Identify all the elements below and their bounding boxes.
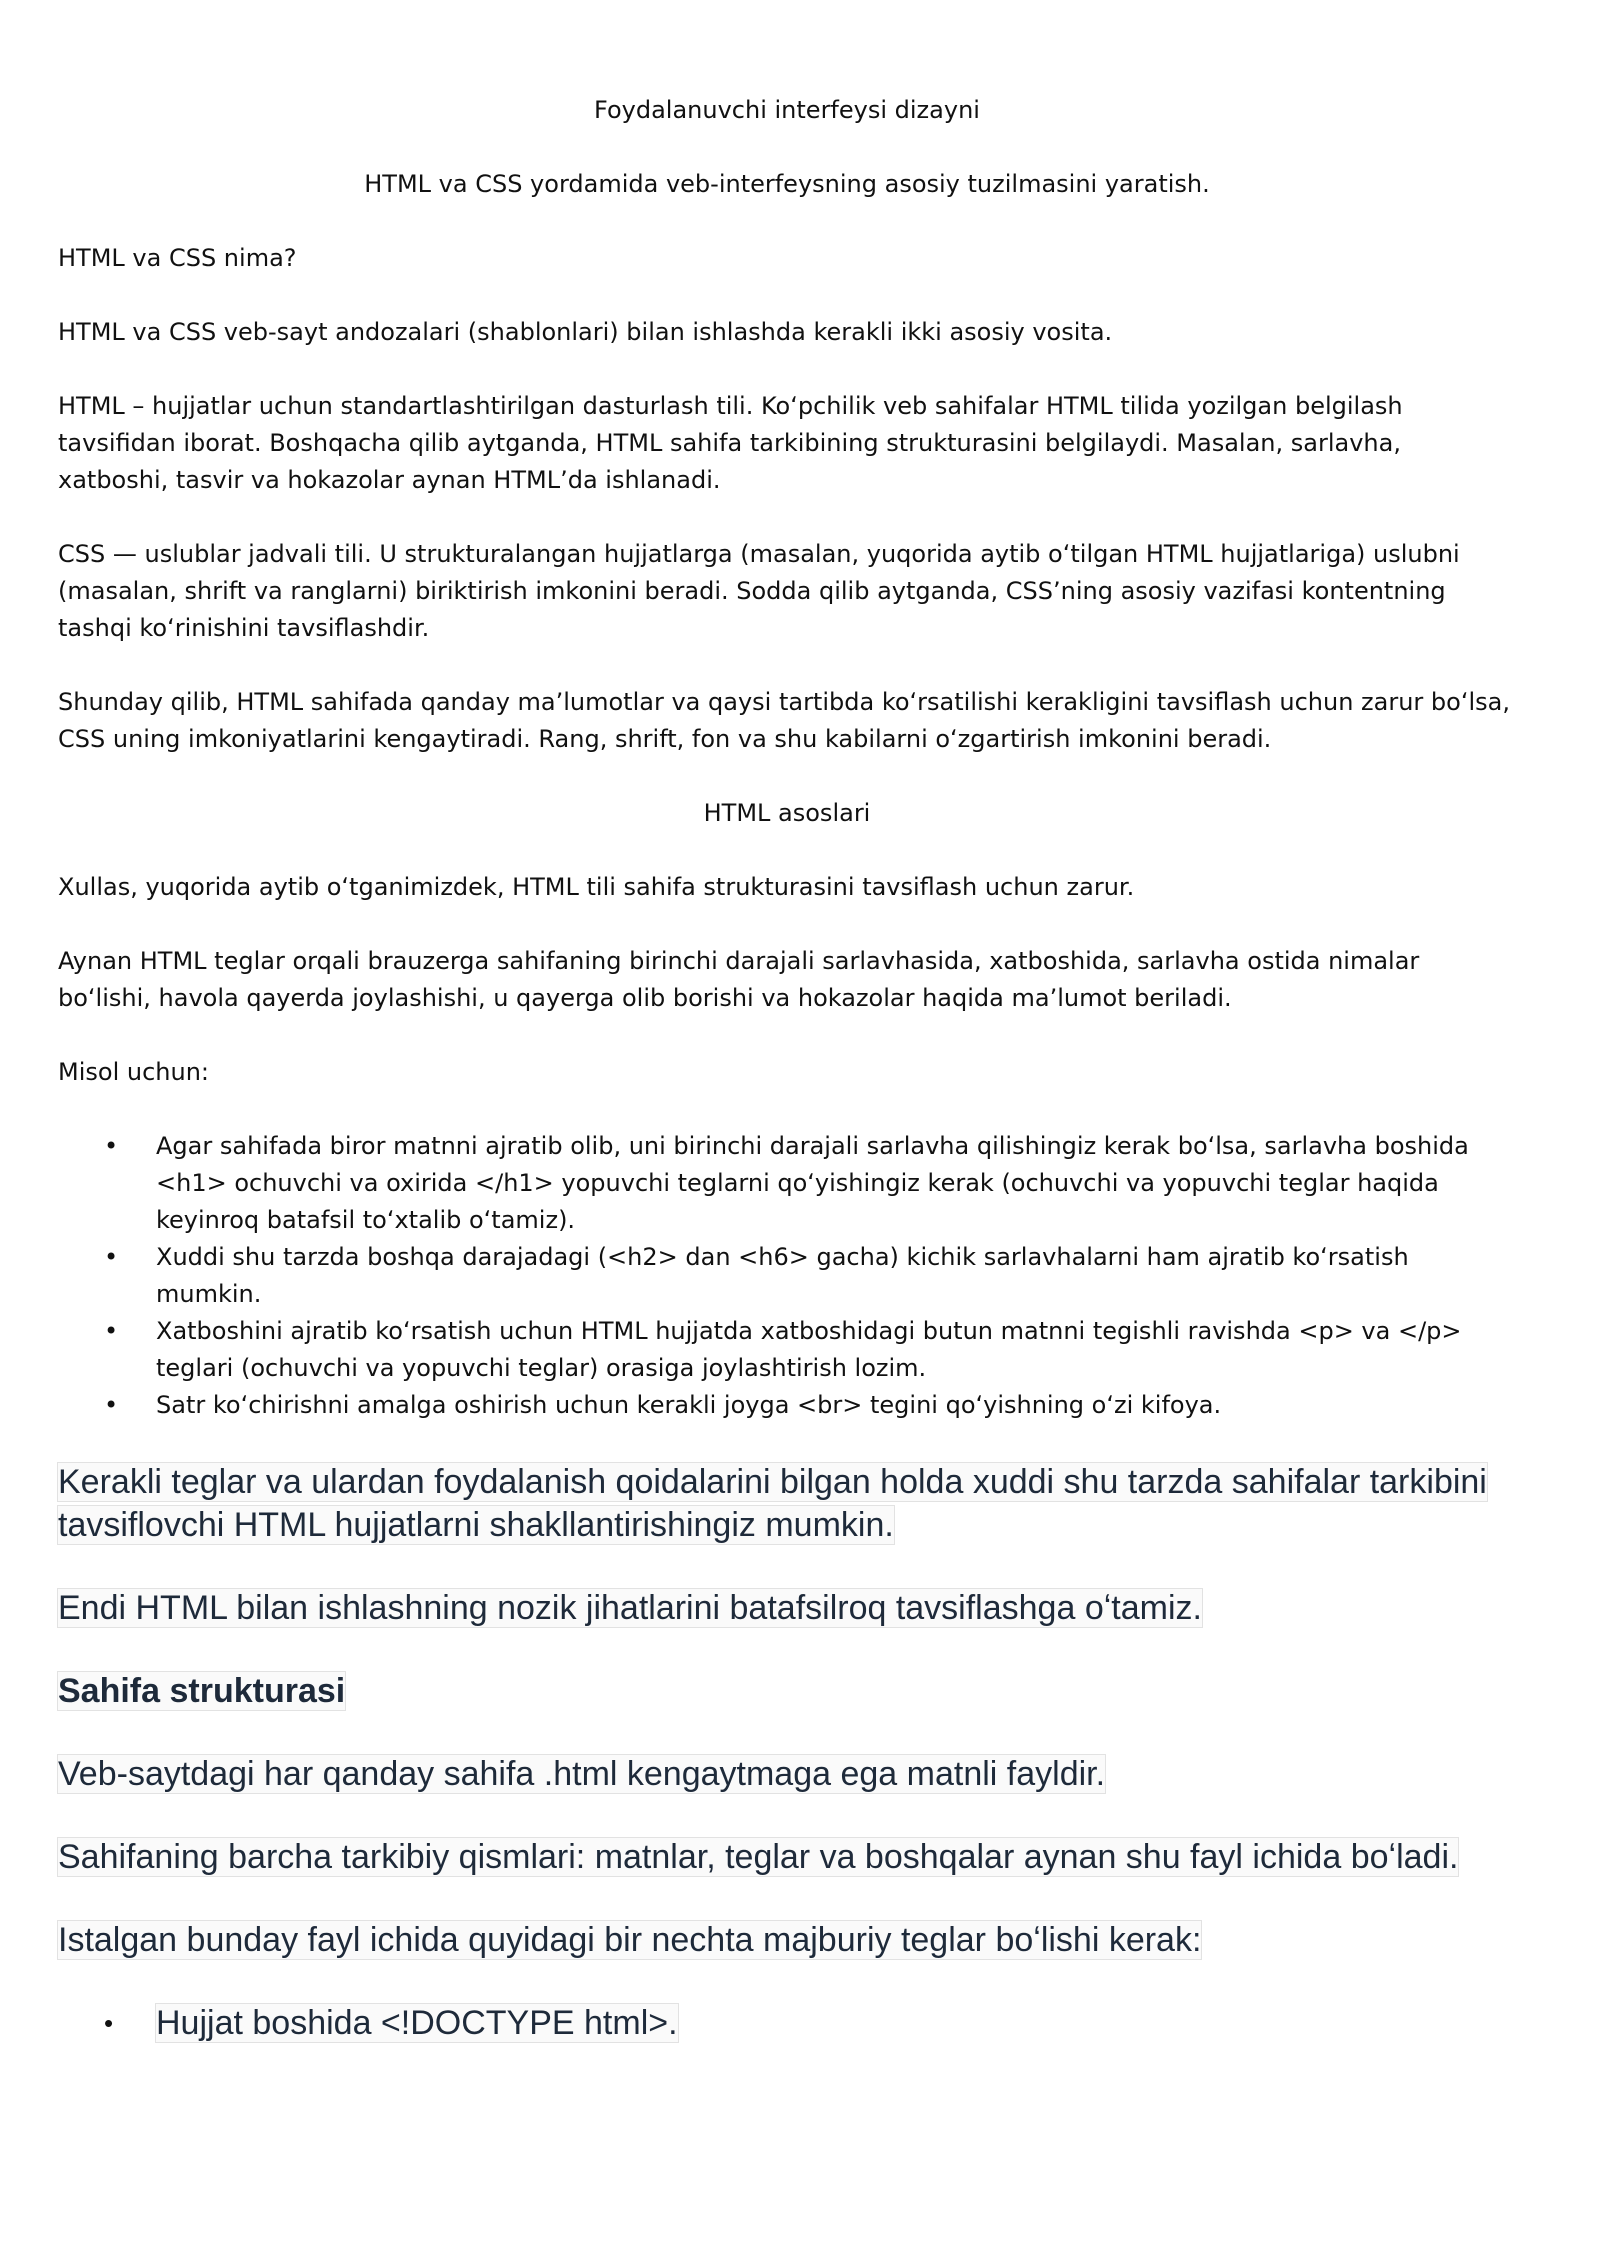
list-item [58, 2002, 1516, 2045]
section-question: HTML va CSS nima? [58, 244, 297, 272]
page-structure-heading [58, 1670, 1516, 1713]
highlighted-paragraph-1 [58, 1461, 1516, 1547]
basics-paragraph-1: Xullas, yuqorida aytib oʻtganimizdek, HTML tili sahifa strukturasini tavsiflash uchun zarur. [58, 873, 1135, 901]
highlighted-text: Kerakli teglar va ulardan foydalanish qoidalarini bilgan holda xuddi shu tarzda sahifalar tarkibini tavsiflovchi HTML hujjatlarni shakllantirishingiz mumkin. [58, 1463, 1487, 1544]
required-tags-list [58, 2002, 1516, 2045]
list-item: • Xuddi shu tarzda boshqa darajadagi (<h2> dan <h6> gacha) kichik sarlavhalarni ham ajratib koʻrsatish mumkin. [58, 1239, 1516, 1313]
document-title: Foydalanuvchi interfeysi dizayni [594, 96, 980, 124]
tag-examples-list [58, 1128, 1516, 1424]
html-definition-paragraph: HTML – hujjatlar uchun standartlashtirilgan dasturlash tili. Koʻpchilik veb sahifalar HTML tilida yozilgan belgilash tavsifidan iborat. Boshqacha qilib aytganda, HTML sahifa tarkibining strukturasini belgilaydi. Masalan, sarlavha, xatboshi, tasvir va hokazolar aynan HTML’da ishlanadi. [58, 392, 1403, 494]
highlighted-paragraph-4 [58, 1836, 1516, 1879]
highlighted-paragraph-2 [58, 1587, 1516, 1630]
list-item-text: Hujjat boshida <!DOCTYPE html>. [156, 2004, 678, 2042]
highlighted-text: Istalgan bunday fayl ichida quyidagi bir nechta majburiy teglar boʻlishi kerak: [58, 1921, 1202, 1959]
highlighted-paragraph-3 [58, 1753, 1516, 1796]
highlighted-text: Sahifaning barcha tarkibiy qismlari: matnlar, teglar va boshqalar aynan shu fayl ichida boʻladi. [58, 1838, 1459, 1876]
basics-paragraph-2: Aynan HTML teglar orqali brauzerga sahifaning birinchi darajali sarlavhasida, xatboshida, sarlavha ostida nimalar boʻlishi, havola qayerda joylashishi, u qayerga olib borishi va hokazolar haqida maʼlumot beriladi. [58, 947, 1420, 1012]
list-item: • Satr koʻchirishni amalga oshirish uchun kerakli joyga <br> tegini qoʻyishning oʻzi kifoya. [58, 1387, 1516, 1424]
document-subtitle: HTML va CSS yordamida veb-interfeysning asosiy tuzilmasini yaratish. [364, 170, 1210, 198]
highlighted-text: Veb-saytdagi har qanday sahifa .html kengaytmaga ega matnli fayldir. [58, 1755, 1106, 1793]
highlighted-paragraph-5 [58, 1919, 1516, 1962]
example-label: Misol uchun: [58, 1058, 209, 1086]
heading-text: Sahifa strukturasi [58, 1672, 346, 1710]
list-item: • Xatboshini ajratib koʻrsatish uchun HTML hujjatda xatboshidagi butun matnni tegishli ravishda <p> va </p> teglari (ochuvchi va yopuvchi teglar) orasiga joylashtirish lozim. [58, 1313, 1516, 1387]
section-heading-html-basics: HTML asoslari [703, 799, 871, 827]
highlighted-text: Endi HTML bilan ishlashning nozik jihatlarini batafsilroq tavsiflashga oʻtamiz. [58, 1589, 1202, 1627]
intro-paragraph: HTML va CSS veb-sayt andozalari (shablonlari) bilan ishlashda kerakli ikki asosiy vosita. [58, 318, 1113, 346]
summary-paragraph: Shunday qilib, HTML sahifada qanday maʼlumotlar va qaysi tartibda koʻrsatilishi kerakligini tavsiflash uchun zarur boʻlsa, CSS uning imkoniyatlarini kengaytiradi. Rang, shrift, fon va shu kabilarni oʻzgartirish imkonini beradi. [58, 688, 1510, 753]
list-item: • Agar sahifada biror matnni ajratib olib, uni birinchi darajali sarlavha qilishingiz kerak boʻlsa, sarlavha boshida <h1> ochuvchi va oxirida </h1> yopuvchi teglarni qoʻyishingiz kerak (ochuvchi va yopuvchi teglar haqida keyinroq batafsil toʻxtalib oʻtamiz). [58, 1128, 1516, 1239]
css-definition-paragraph: CSS — uslublar jadvali tili. U strukturalangan hujjatlarga (masalan, yuqorida aytib oʻtilgan HTML hujjatlariga) uslubni (masalan, shrift va ranglarni) biriktirish imkonini beradi. Sodda qilib aytganda, CSS’ning asosiy vazifasi kontentning tashqi koʻrinishini tavsiflashdir. [58, 540, 1460, 642]
